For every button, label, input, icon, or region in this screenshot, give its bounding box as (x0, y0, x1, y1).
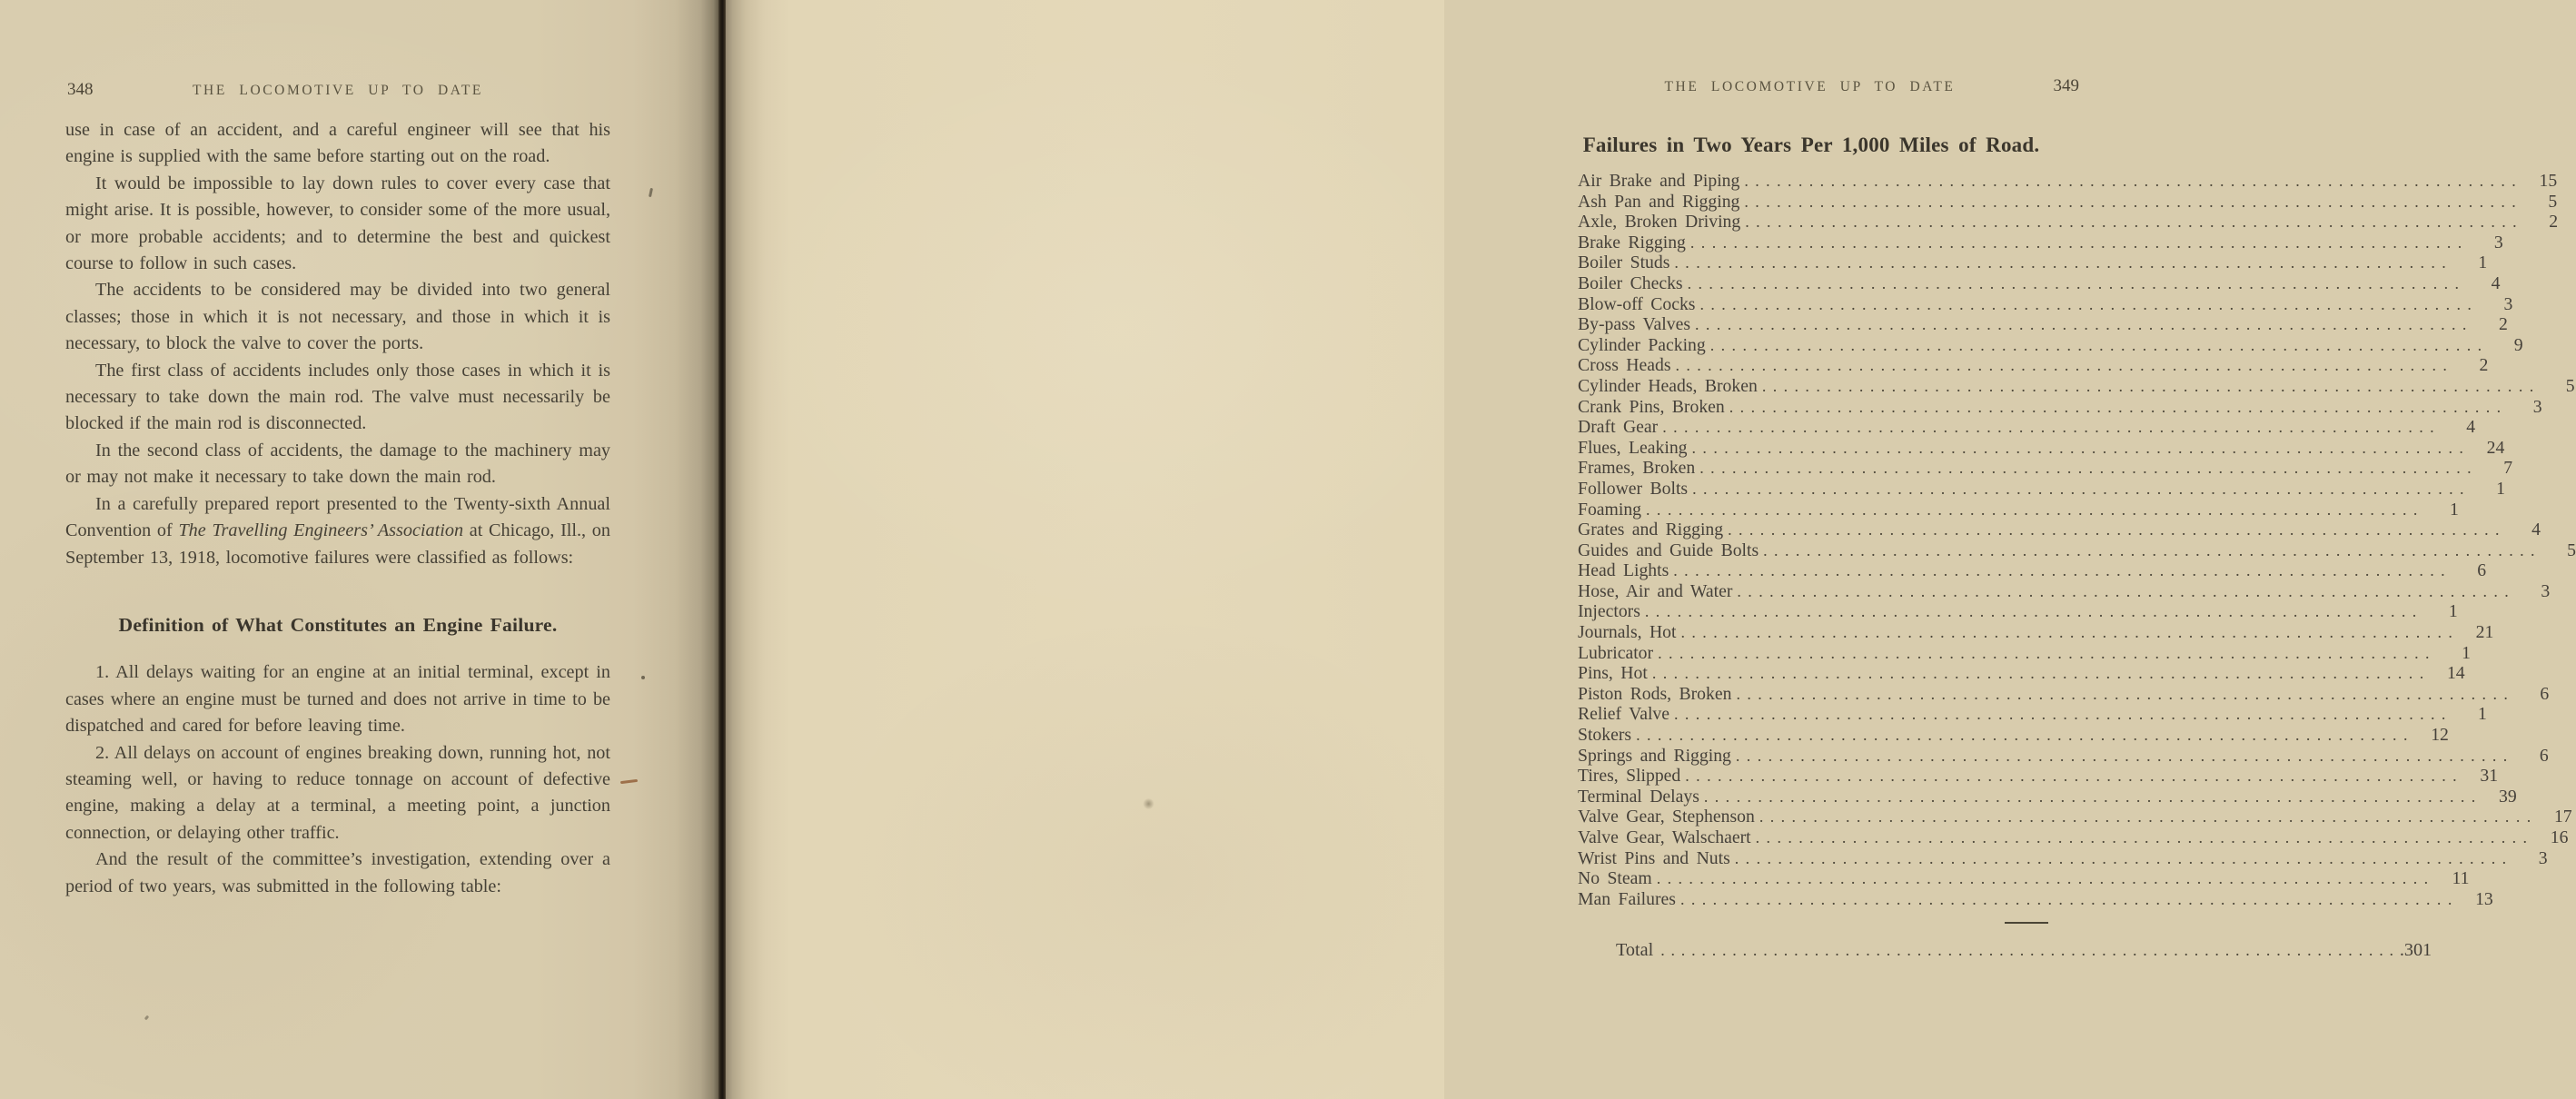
table-row (1578, 355, 2489, 376)
failure-label: Injectors (1578, 601, 1640, 622)
dot-leader (1762, 376, 2541, 397)
table-row (1578, 827, 2569, 848)
table-row (1578, 888, 2493, 910)
table-row (1578, 417, 2476, 438)
table-row (1578, 252, 2488, 273)
dot-leader (1736, 746, 2514, 767)
paragraph: use in case of an accident, and a careful engineer will see that his engine is supplied with the same before starting out on the road. (65, 120, 610, 167)
dot-leader (1636, 725, 2414, 746)
failure-value: 7 (2503, 458, 2513, 479)
failure-label: Relief Valve (1578, 704, 1669, 725)
paragraph: The accidents to be considered may be divided into two general classes; those in which it is not necessary, and those in which it is necessary, to block the valve to cover the ports. (65, 280, 610, 354)
dot-leader (1690, 233, 2469, 253)
dot-leader (1660, 940, 2400, 961)
failure-value: 3 (2503, 293, 2513, 314)
failure-label: Springs and Rigging (1578, 745, 1731, 766)
page-348 (0, 0, 718, 1099)
dot-leader (1692, 479, 2471, 500)
table-row (1578, 314, 2508, 335)
page-349 (726, 0, 2576, 1099)
failure-value: 1 (2478, 252, 2488, 273)
paragraph: The first class of accidents includes only those cases in which it is necessary to take down the main rod. The valve must necessarily be blocked if the main rod is disconnected. (65, 360, 610, 434)
table-row (1578, 375, 2575, 397)
failure-label: Boiler Studs (1578, 252, 1670, 273)
failure-label: Draft Gear (1578, 417, 1659, 438)
running-header-title-left: THE LOCOMOTIVE UP TO DATE (192, 83, 484, 98)
table-row (1578, 642, 2471, 664)
failure-label: Crank Pins, Broken (1578, 396, 1725, 417)
dot-leader (1674, 252, 2452, 273)
paragraph-group-top (65, 117, 610, 491)
paragraph-report (65, 491, 610, 571)
total-label: Total (1616, 940, 1654, 960)
dot-leader (1735, 848, 2513, 869)
failure-value: 2 (2498, 314, 2508, 335)
failure-value: 21 (2475, 622, 2494, 643)
failure-label: Hose, Air and Water (1578, 580, 1733, 601)
failure-label: Terminal Delays (1578, 786, 1699, 807)
failure-label: Cross Heads (1578, 355, 1671, 376)
failure-label: Man Failures (1578, 888, 1676, 909)
failure-label: Pins, Hot (1578, 663, 1648, 684)
failure-label: Guides and Guide Bolts (1578, 540, 1759, 560)
dot-leader (1692, 438, 2471, 459)
failure-value: 9 (2513, 334, 2523, 355)
report-text-after: at Chicago, Ill., on September 13, 1918, locomotive failures were classified as follows: (65, 520, 610, 568)
report-text-before: In a carefully prepared report presented to the Twenty-sixth Annual Convention of (65, 493, 610, 541)
failure-label: No Steam (1578, 868, 1652, 889)
table-row (1578, 663, 2465, 684)
page-number-349: 349 (2053, 76, 2079, 95)
dot-leader (1728, 520, 2506, 540)
table-row (1578, 396, 2542, 418)
failure-value: 17 (2553, 807, 2572, 827)
failure-label: Valve Gear, Stephenson (1578, 807, 1755, 827)
dot-leader (1695, 314, 2473, 335)
dot-leader (1662, 417, 2441, 438)
failure-value: 1 (2462, 642, 2471, 663)
dot-leader (1745, 212, 2523, 233)
table-row (1578, 560, 2487, 581)
dot-leader (1759, 807, 2538, 827)
table-row (1578, 191, 2558, 213)
failure-label: Air Brake and Piping (1578, 171, 1740, 191)
left-page-body (65, 117, 610, 900)
failure-value: 6 (2540, 683, 2550, 704)
failure-label: Axle, Broken Driving (1578, 212, 1741, 233)
failure-value: 12 (2431, 725, 2449, 746)
running-head-right (1539, 76, 2081, 100)
paragraph: In the second class of accidents, the damage to the machinery may or may not make it necessary to take down the main rod. (65, 440, 610, 488)
failure-value: 5 (2548, 191, 2558, 212)
failure-value: 16 (2550, 827, 2569, 847)
dot-leader (1737, 581, 2515, 602)
failure-value: 3 (2532, 396, 2542, 417)
dot-leader (1699, 294, 2478, 315)
failure-value: 13 (2475, 888, 2493, 909)
failure-value: 6 (2477, 560, 2487, 581)
table-row (1578, 704, 2487, 725)
dot-leader (1744, 171, 2522, 192)
dot-leader (1657, 868, 2435, 889)
dot-leader (1699, 458, 2478, 479)
failure-label: Wrist Pins and Nuts (1578, 847, 1730, 868)
dot-leader (1673, 560, 2452, 581)
table-row (1578, 232, 2503, 253)
table-row (1578, 437, 2505, 459)
table-row (1578, 601, 2458, 622)
table-row (1578, 334, 2523, 356)
dot-leader (1681, 622, 2460, 643)
dot-leader (1645, 601, 2423, 622)
failure-value: 5 (2567, 540, 2576, 560)
dot-leader (1729, 397, 2508, 418)
table-row (1578, 622, 2494, 643)
table-row (1578, 868, 2470, 889)
failure-label: Head Lights (1578, 560, 1669, 581)
paragraph-group-bottom (65, 659, 610, 900)
dot-leader (1658, 643, 2436, 664)
dot-leader (1756, 827, 2534, 848)
table-row (1578, 745, 2549, 767)
failure-label: Journals, Hot (1578, 622, 1677, 643)
failure-value: 5 (2565, 375, 2575, 396)
table-row (1578, 807, 2572, 827)
failure-label: Lubricator (1578, 642, 1654, 663)
failure-value: 4 (2491, 272, 2501, 293)
failure-label: Tires, Slipped (1578, 766, 1681, 787)
dot-leader (1744, 192, 2522, 213)
page-number-348: 348 (67, 80, 94, 99)
running-head-left (65, 80, 610, 104)
paragraph: It would be impossible to lay down rules to cover every case that might arise. It is possible, however, to consider some of the more usual, or more probable accidents; and to determine the best and quickest course to follow in such cases. (65, 173, 610, 274)
failure-value: 2 (2479, 355, 2489, 376)
failures-table (1578, 171, 2576, 909)
dot-leader (1685, 766, 2463, 787)
failure-value: 24 (2486, 437, 2505, 458)
dot-leader (1688, 273, 2466, 294)
dot-leader (1763, 540, 2541, 561)
failure-value: 6 (2539, 745, 2549, 766)
table-row (1578, 171, 2558, 192)
table-row (1578, 212, 2559, 233)
failure-value: 3 (2541, 580, 2551, 601)
dot-leader (1674, 704, 2452, 725)
table-row (1578, 766, 2499, 787)
failure-label: Valve Gear, Walschaert (1578, 827, 1751, 847)
failure-label: Follower Bolts (1578, 478, 1689, 499)
table-row (1578, 272, 2501, 294)
failure-label: Piston Rods, Broken (1578, 683, 1732, 704)
failure-value: 39 (2499, 786, 2517, 807)
total-rule (2005, 922, 2048, 924)
failure-value: 4 (2466, 417, 2476, 438)
failure-value: 3 (2538, 847, 2548, 868)
failure-label: Stokers (1578, 725, 1632, 746)
paragraph: And the result of the committee’s investigation, extending over a period of two years, was submitted in the following table: (65, 849, 610, 896)
failure-label: Cylinder Heads, Broken (1578, 375, 1758, 396)
table-row (1578, 580, 2551, 602)
failure-value: 2 (2549, 212, 2559, 233)
failure-value: 11 (2452, 868, 2470, 889)
failure-label: By-pass Valves (1578, 314, 1690, 335)
table-row (1578, 786, 2517, 807)
table-title: Failures in Two Years Per 1,000 Miles of Road. (1582, 134, 2040, 156)
failure-value: 31 (2480, 766, 2499, 787)
table-row (1578, 540, 2576, 561)
dot-leader (1675, 355, 2453, 376)
failure-value: 14 (2446, 663, 2465, 684)
failure-value: 1 (2496, 478, 2505, 499)
table-row (1578, 499, 2459, 520)
table-row (1578, 520, 2541, 540)
failure-label: Boiler Checks (1578, 272, 1683, 293)
failure-value: 1 (2477, 704, 2487, 725)
dot-leader (1736, 684, 2514, 705)
dot-leader (1652, 663, 2431, 684)
failure-value: 1 (2449, 499, 2459, 520)
table-row (1578, 478, 2505, 500)
dot-leader (1704, 787, 2482, 807)
total-row: Total ..... .301 (1578, 940, 2046, 961)
running-header-title-right: THE LOCOMOTIVE UP TO DATE (1664, 79, 1956, 94)
table-row (1578, 293, 2513, 315)
failure-label: Foaming (1578, 499, 1642, 520)
report-text-italic: The Travelling Engineers’ Association (178, 520, 464, 541)
failure-value: 3 (2493, 232, 2503, 252)
failure-label: Ash Pan and Rigging (1578, 191, 1740, 212)
table-row (1578, 847, 2548, 869)
dot-leader (1646, 500, 2424, 520)
dot-leader (1680, 889, 2459, 910)
table-row (1578, 683, 2550, 705)
book-gutter (718, 0, 726, 1099)
failure-label: Frames, Broken (1578, 458, 1696, 479)
paragraph: 2. All delays on account of engines breaking down, running hot, not steaming well, or having to reduce tonnage on account of defective engine, making a delay at a terminal, a meeting point, a junction connection, or delaying other traffic. (65, 742, 610, 843)
section-heading: Definition of What Constitutes an Engine Failure. (118, 613, 558, 636)
failure-label: Brake Rigging (1578, 232, 1686, 252)
failure-label: Cylinder Packing (1578, 334, 1706, 355)
failure-label: Flues, Leaking (1578, 437, 1688, 458)
failure-value: 15 (2539, 171, 2558, 191)
failure-label: Blow-off Cocks (1578, 293, 1696, 314)
failure-value: 4 (2531, 520, 2541, 540)
failure-label: Grates and Rigging (1578, 520, 1724, 540)
table-row (1578, 725, 2449, 746)
failure-value: 1 (2448, 601, 2458, 622)
table-row (1578, 458, 2513, 479)
dot-leader (1710, 335, 2489, 356)
paragraph: 1. All delays waiting for an engine at an initial terminal, except in cases where an engine must be turned and does not arrive in time to be dispatched and cared for before leaving time. (65, 662, 610, 737)
